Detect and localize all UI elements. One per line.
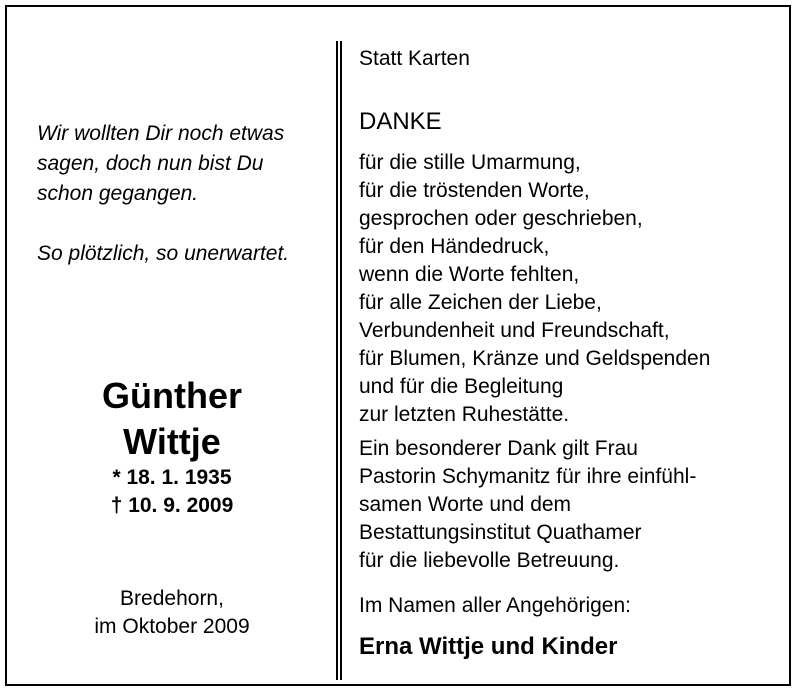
memorial-quote — [37, 119, 327, 269]
special-line: für die liebevolle Betreuung. — [359, 549, 620, 572]
signature: Erna Wittje und Kinder — [359, 633, 618, 660]
quote-line: schon gegangen. — [37, 182, 199, 205]
deceased-name — [7, 373, 337, 465]
obituary-notice — [5, 5, 791, 686]
right-column — [359, 7, 784, 684]
quote-line: Wir wollten Dir noch etwas — [37, 122, 285, 145]
thanks-line: für alle Zeichen der Liebe, — [359, 291, 602, 314]
special-thanks — [359, 435, 696, 575]
death-date: † 10. 9. 2009 — [110, 494, 234, 517]
place: Bredehorn, — [120, 587, 224, 610]
place-and-date — [7, 585, 337, 641]
family-line: Im Namen aller Angehörigen: — [359, 594, 631, 617]
thanks-line: für den Händedruck, — [359, 235, 550, 258]
life-dates — [7, 464, 337, 520]
special-line: samen Worte und dem — [359, 493, 572, 516]
thanks-line: zur letzten Ruhestätte. — [359, 403, 570, 426]
first-name: Günther — [102, 375, 242, 416]
thanks-line: Verbundenheit und Freundschaft, — [359, 319, 670, 342]
thanks-list — [359, 149, 710, 429]
birth-date: * 18. 1. 1935 — [112, 466, 232, 489]
thanks-line: für Blumen, Kränze und Geldspenden — [359, 347, 711, 370]
thanks-line: für die stille Umarmung, — [359, 151, 581, 174]
notice-date: im Oktober 2009 — [94, 615, 250, 638]
last-name: Wittje — [123, 421, 221, 462]
thanks-line: für die tröstenden Worte, — [359, 179, 590, 202]
thanks-line: gesprochen oder geschrieben, — [359, 207, 643, 230]
column-divider — [336, 41, 342, 680]
special-line: Ein besonderer Dank gilt Frau — [359, 437, 638, 460]
left-column — [7, 7, 337, 684]
thanks-line: wenn die Worte fehlten, — [359, 263, 580, 286]
quote-line: sagen, doch nun bist Du — [37, 152, 264, 175]
danke-title: DANKE — [359, 108, 442, 135]
special-line: Bestattungsinstitut Quathamer — [359, 521, 642, 544]
special-line: Pastorin Schymanitz für ihre einfühl- — [359, 465, 697, 488]
thanks-line: und für die Begleitung — [359, 375, 564, 398]
header-text: Statt Karten — [359, 47, 470, 70]
quote-end: So plötzlich, so unerwartet. — [37, 242, 290, 265]
